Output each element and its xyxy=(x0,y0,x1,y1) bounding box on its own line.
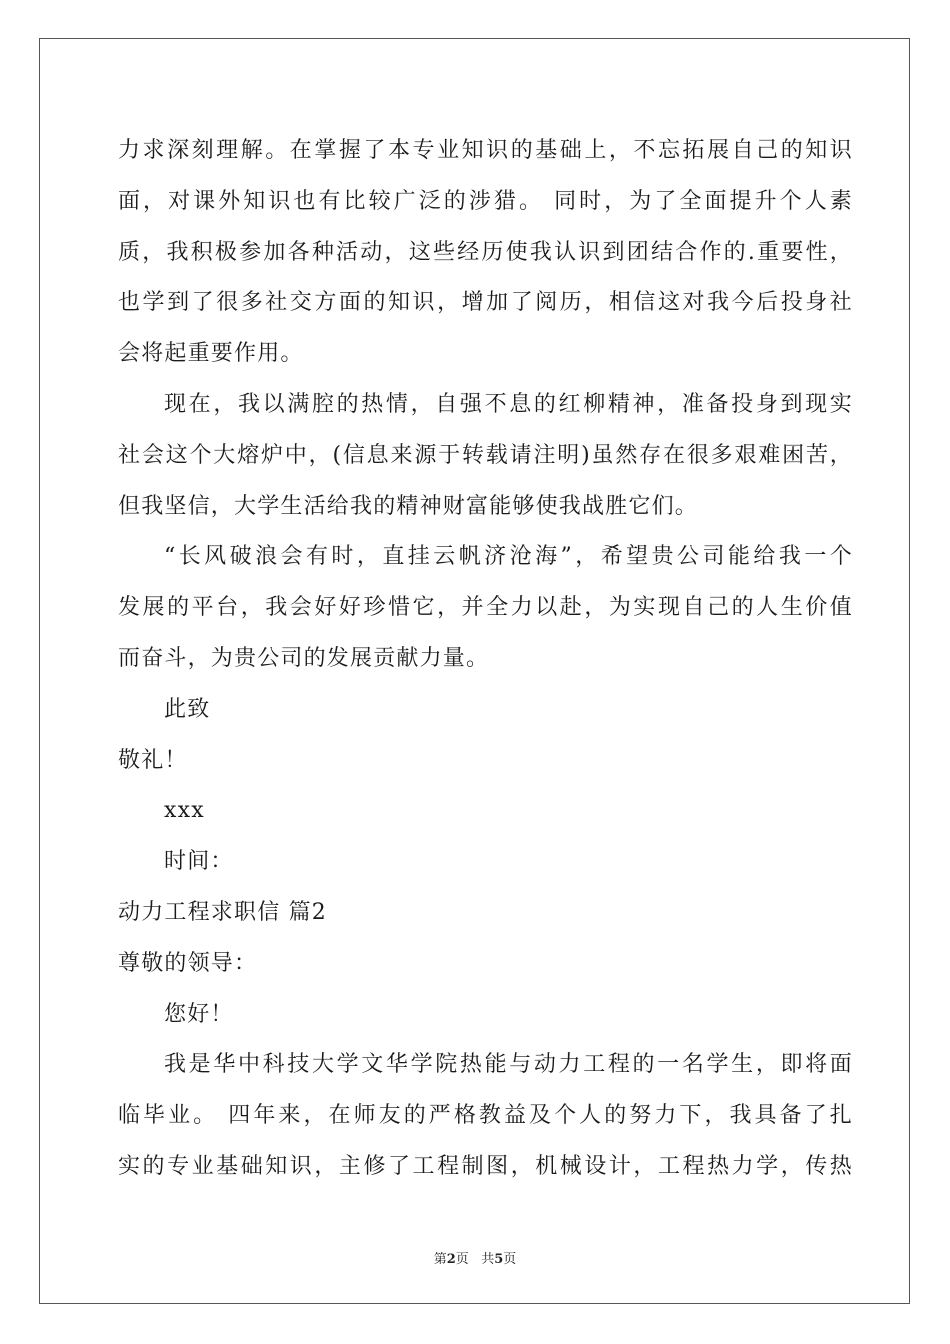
page-number: 2 xyxy=(446,1252,456,1267)
text-line: 发展的平台，我会好好珍惜它，并全力以赴，为实现自己的人生价值 xyxy=(118,595,853,621)
page-suffix: 页 xyxy=(455,1252,469,1267)
total-pages: 5 xyxy=(494,1252,504,1267)
paragraph-start-line: 我是华中科技大学文华学院热能与动力工程的一名学生，即将面 xyxy=(164,1052,853,1078)
page-prefix: 第 xyxy=(433,1252,447,1267)
text-line: 但我坚信，大学生活给我的精神财富能够使我战胜它们。 xyxy=(118,493,699,519)
text-line: 临毕业。 四年来，在师友的严格教益及个人的努力下，我具备了扎 xyxy=(118,1103,853,1129)
paragraph-start-line: “长风破浪会有时，直挂云帆济沧海”，希望贵公司能给我一个 xyxy=(164,544,853,570)
section-heading: 动力工程求职信 篇2 xyxy=(118,899,327,925)
greeting-recipient: 尊敬的领导： xyxy=(118,950,258,976)
signature-name: xxx xyxy=(164,798,205,824)
letter-body xyxy=(118,126,853,1193)
text-line: 力求深刻理解。在掌握了本专业知识的基础上，不忘拓展自己的知识 xyxy=(118,138,853,163)
paragraph-start-line: 现在，我以满腔的热情，自强不息的红柳精神，准备投身到现实 xyxy=(164,391,853,417)
text-line: 面，对课外知识也有比较广泛的涉猎。 同时，为了全面提升个人素 xyxy=(118,188,853,214)
text-line: 社会这个大熔炉中，(信息来源于转载请注明)虽然存在很多艰难困苦， xyxy=(118,442,853,468)
total-prefix: 共 xyxy=(481,1252,495,1267)
text-line: 会将起重要作用。 xyxy=(118,341,304,367)
signature-date: 时间： xyxy=(164,849,234,875)
page-footer xyxy=(0,1248,950,1267)
greeting-hello: 您好！ xyxy=(164,1001,234,1027)
text-line: 实的专业基础知识，主修了工程制图，机械设计，工程热力学，传热 xyxy=(118,1153,853,1179)
closing-salutation: 此致 xyxy=(164,696,211,722)
closing-regards: 敬礼！ xyxy=(118,747,188,773)
text-line: 质，我积极参加各种活动，这些经历使我认识到团结合作的.重要性， xyxy=(118,239,853,265)
text-line: 也学到了很多社交方面的知识，增加了阅历，相信这对我今后投身社 xyxy=(118,290,853,316)
total-suffix: 页 xyxy=(503,1252,517,1267)
text-line: 而奋斗，为贵公司的发展贡献力量。 xyxy=(118,645,490,671)
